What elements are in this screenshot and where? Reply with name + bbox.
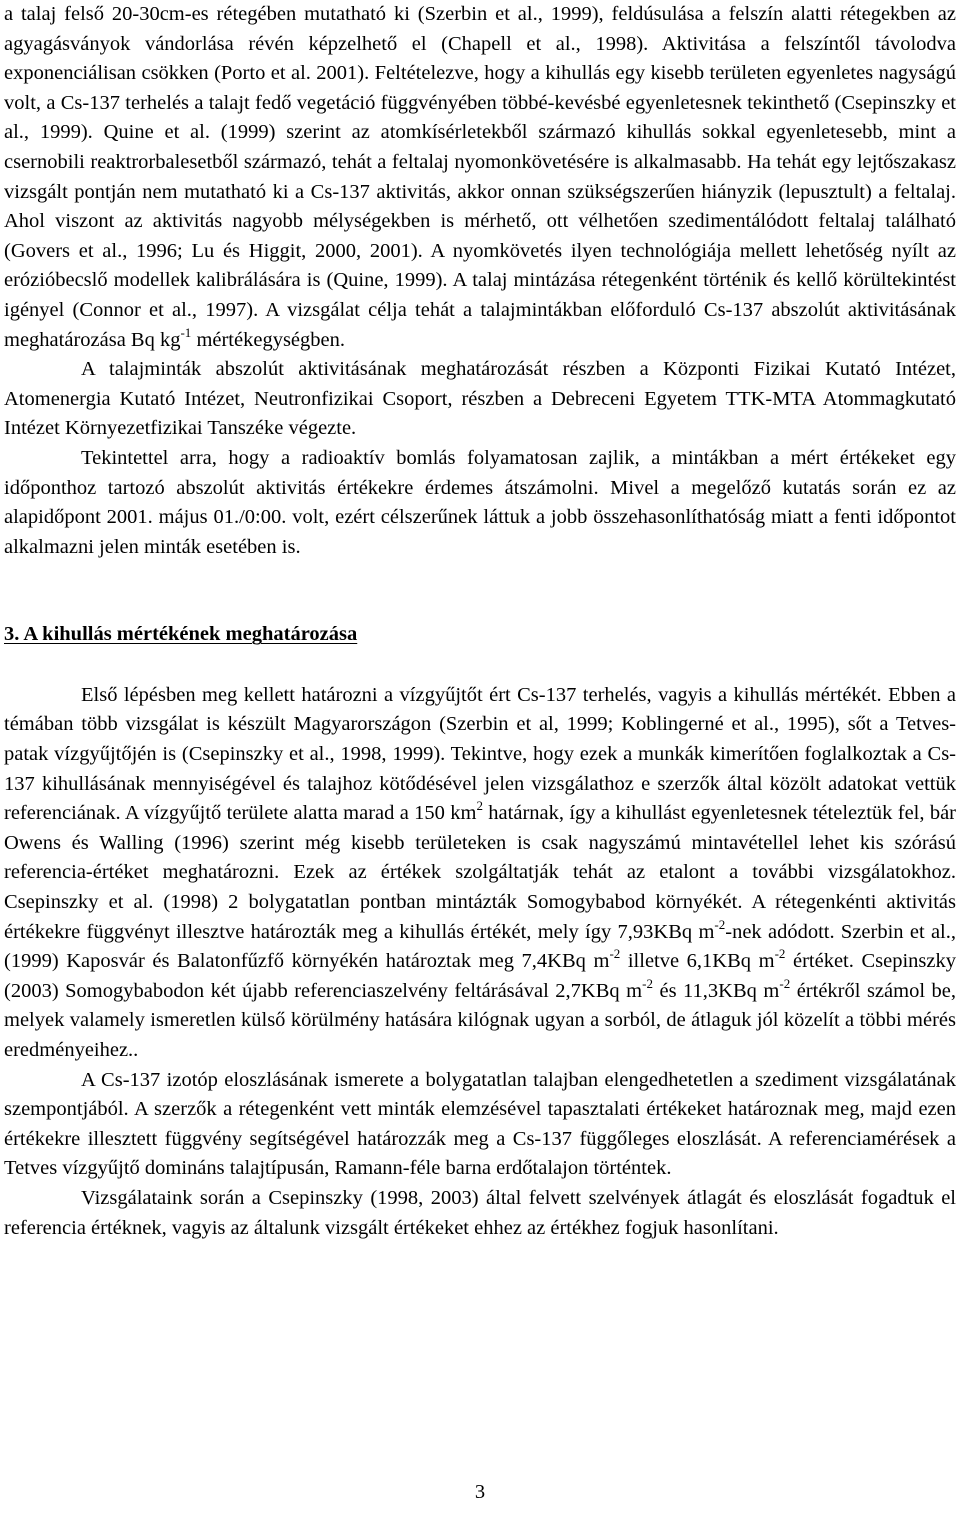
intro-paragraph-2: A talajminták abszolút aktivitásának meghatározását részben a Központi Fizikai Kutató Intézet, Atomenergia Kutató Intézet, Neutronfizikai Csoport, részben a Debreceni Egyetem TTK-MTA Atommagkutató Intézet Környezetfizikai Tanszéke végezte.	[4, 358, 956, 440]
intro-paragraph-1: a talaj felső 20-30cm-es rétegében mutatható ki (Szerbin et al., 1999), feldúsulása a felszín alatti rétegekben az agyagásványok vándorlása révén képzelhető el (Chapell et al., 1998). Aktivitása a felszíntől távolodva exponenciálisan csökken (Porto et al. 2001). Feltételezve, hogy a kihullás egy kisebb területen egyenletes nagyságú volt, a Cs-137 terhelés a talajt fedő vegetáció függvényében többé-kevésbé egyenletesnek tekinthető (Csepinszky et al., 1999). Quine et al. (1999) szerint az atomkísérletekből származó kihullás sokkal egyenletesebb, mint a csernobili reaktrorbalesetből származó, tehát a feltalaj nyomonkövetésére is alkalmasabb. Ha tehát egy lejtőszakasz vizsgált pontján nem mutatható ki a Cs-137 aktivitás, akkor onnan szükségszerűen hiányzik (lepusztult) a feltalaj. Ahol viszont az aktivitás nagyobb mélységekben is mérhető, ott vélhetően szedimentálódott feltalaj található (Govers et al., 1996; Lu és Higgit, 2000, 2001). A nyomkövetés ilyen technológiája mellett lehetőség nyílt az erózióbecslő modellek kalibrálására is (Quine, 1999). A talaj mintázása rétegenként történik és kellő körültekintést igényel (Connor et al., 1997). A vizsgálat célja tehát a talajmintákban előforduló Cs-137 abszolút aktivitásának meghatározása Bq $kg^{-1}$ mértékegységben.	[4, 3, 956, 351]
section-paragraph-3: Vizsgálataink során a Csepinszky (1998, 2003) által felvett szelvények átlagát és eloszlását fogadtuk el referencia értéknek, vagyis az általunk vizsgált értékeket ehhez az értékhez fogjuk hasonlítani.	[4, 1186, 956, 1239]
document-page	[4, 0, 956, 1243]
superscript: -2	[642, 975, 653, 991]
superscript: -1	[180, 324, 192, 340]
section-heading: 3. A kihullás mértékének meghatározása	[4, 623, 358, 646]
superscript: -2	[609, 946, 621, 962]
page-number: 3	[474, 1481, 486, 1503]
intro-paragraph-3: Tekintettel arra, hogy a radioaktív bomlás folyamatosan zajlik, a mintákban a mért értékeket egy időponthoz tartozó abszolút aktivitás értékekre érdemes átszámolni. Mivel a megelőző kutatás során ez az alapidőpont 2001. május 01./0:00. volt, ezért célszerűnek láttuk a jobb összehasonlíthatóság miatt a fenti időpontot alkalmazni jelen minták esetében is.	[4, 446, 956, 558]
section-paragraph-2: A Cs-137 izotóp eloszlásának ismerete a bolygatatlan talajban elengedhetetlen a szediment vizsgálatának szempontjából. A szerzők a rétegenként vett minták elemzésével tapasztalati értékeket határoznak meg, majd ezen értékekre illesztett függvény segítségével határozzák meg a Cs-137 függőleges eloszlását. A referenciamérések a Tetves vízgyűjtő domináns talajtípusán, Ramann-féle barna erdőtalajon történtek.	[4, 1068, 956, 1180]
section-paragraph-1: Első lépésben meg kellett határozni a vízgyűjtőt ért Cs-137 terhelés, vagyis a kihullás mértékét. Ebben a témában több vizsgálat is készült Magyarországon (Szerbin et al, 1999; Koblingerné et al., 1995), sőt a Tetves-patak vízgyűjtőjén is (Csepinszky et al., 1998, 1999). Tekintve, hogy ezek a munkák kimerítően foglalkoztak a Cs-137 kihullásának mennyiségével és talajhoz kötődésével jelen vizsgálathoz e szerzők által közölt adatokat vettük referenciának. A vízgyűjtő területe alatta marad a 150 $km^2$ határnak, így a kihullást egyenletesnek tételeztük fel, bár Owens és Walling (1996) szerint még kisebb területeken is csak nagyszámú mintavétellel lehet kis szórású referencia-értéket meghatározni. Ezek az értékek szolgáltatják tehát az etalont a további vizsgálatokhoz. Csepinszky et al. (1998) 2 bolygatatlan pontban mintázták Somogybabod környékét. A rétegenkénti aktivitás értékekre függvényt illesztve határozták meg a kihullás értékét, mely így 7,93KBq $m^{-2}$-nek adódott. Szerbin et al., (1999) Kaposvár és Balatonfűzfő környékén határoztak meg 7,4KBq $m^{-2}$ illetve 6,1KBq $m^{-2}$ értéket. Csepinszky (2003) Somogybabodon két újabb referenciaszelvény feltárásával 2,7KBq $m^{-2}$ és 11,3KBq $m^{-2}$ értékről számol be, melyek valamely ismeretlen külső körülmény hatására kilógnak ugyan a sorból, de átlaguk jól közelít a többi mérés eredményeihez..	[4, 683, 957, 1061]
superscript: -2	[774, 946, 786, 962]
superscript: -2	[714, 916, 726, 932]
superscript: 2	[476, 798, 483, 814]
spacer	[4, 562, 956, 620]
superscript: -2	[779, 975, 791, 991]
spacer	[4, 650, 956, 681]
